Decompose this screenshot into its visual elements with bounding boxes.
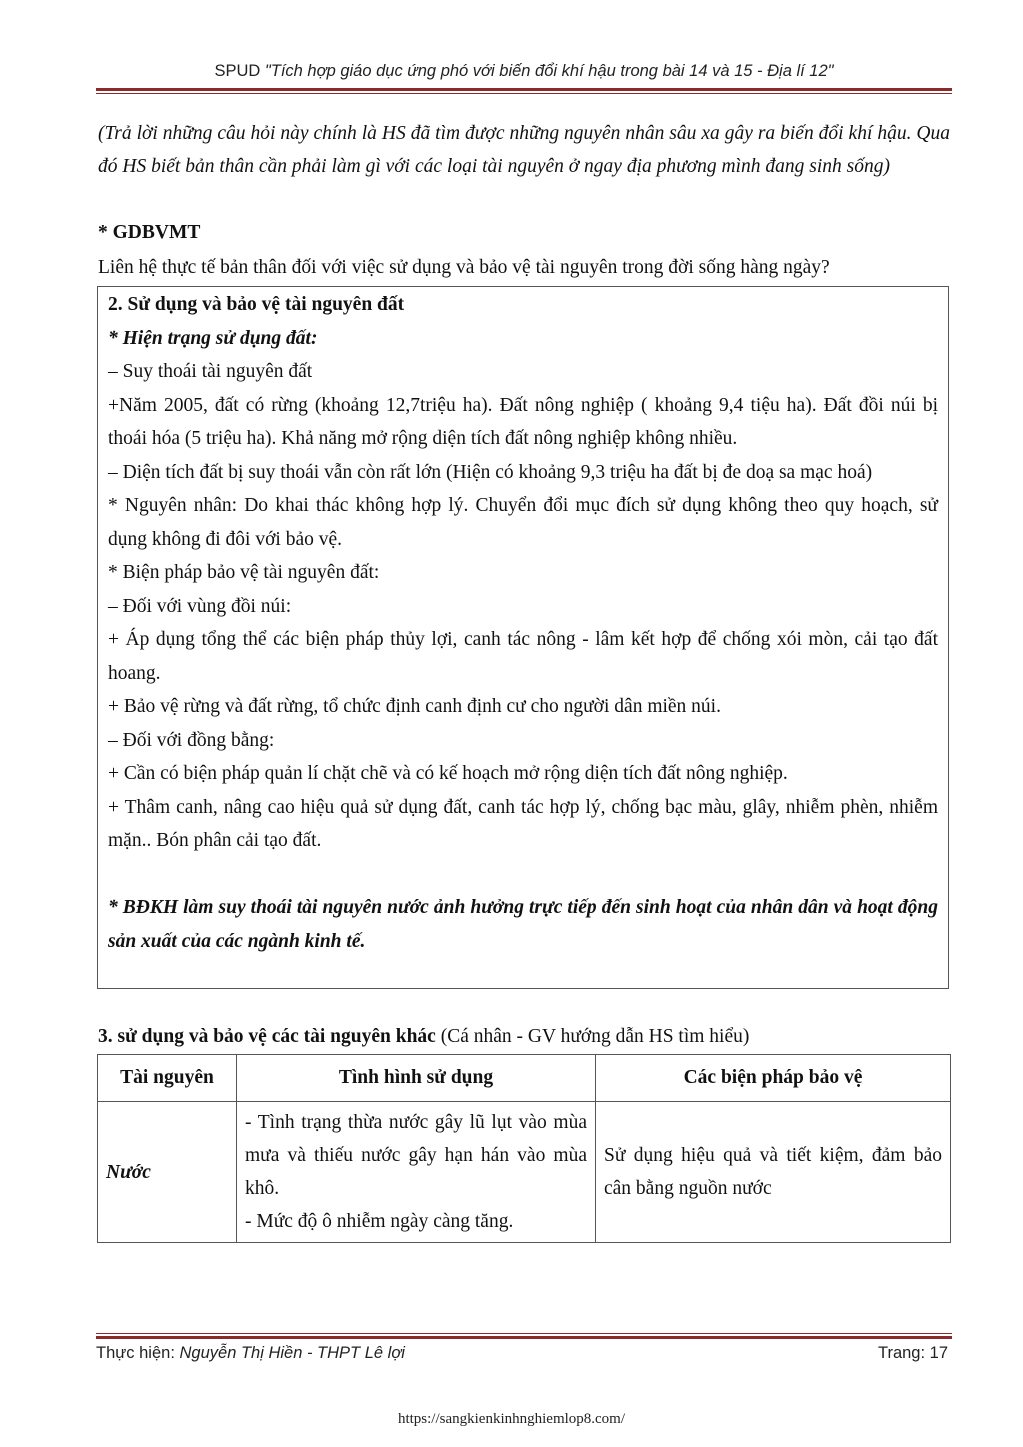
box-line-8: + Bảo vệ rừng và đất rừng, tổ chức định canh định cư cho người dân miền núi.: [108, 696, 721, 717]
cell-resource: Nước: [98, 1102, 237, 1243]
header-usage: Tình hình sử dụng: [237, 1055, 596, 1102]
section3-title-bold: 3. sử dụng và bảo vệ các tài nguyên khác: [98, 1026, 436, 1047]
footer-rule: [96, 1333, 952, 1339]
box-subtitle: * Hiện trạng sử dụng đất:: [108, 327, 318, 349]
section3-title-rest: (Cá nhân - GV hướng dẫn HS tìm hiểu): [435, 1026, 750, 1047]
header-rule: [96, 88, 952, 94]
footer-label: Thực hiện:: [96, 1344, 180, 1362]
page-number: Trang: 17: [877, 1344, 948, 1362]
box-line-5: * Biện pháp bảo vệ tài nguyên đất:: [108, 562, 380, 583]
gdbvmt-heading: * GDBVMT: [98, 222, 201, 243]
usage-line-2: - Mức độ ô nhiễm ngày càng tăng.: [245, 1211, 514, 1232]
usage-line-1: - Tình trạng thừa nước gây lũ lụt vào mùa mưa và thiếu nước gây hạn hán vào mùa khô.: [245, 1112, 587, 1199]
section3-title: [98, 1020, 950, 1053]
page-footer: [96, 1344, 952, 1363]
box-line-6: – Đối với vùng đồi núi:: [108, 595, 292, 617]
gdbvmt-question: Liên hệ thực tế bản thân đối với việc sử dụng và bảo vệ tài nguyên trong đời sống hàng ngày?: [98, 257, 830, 278]
box-line-9: – Đối với đồng bằng:: [108, 729, 275, 751]
header-prefix: SPUD: [214, 62, 265, 80]
header-title: "Tích hợp giáo dục ứng phó với biến đổi khí hậu trong bài 14 và 15 - Địa lí 12": [264, 62, 834, 80]
box-line-3: – Diện tích đất bị suy thoái vẫn còn rất lớn (Hiện có khoảng 9,3 triệu ha đất bị đe doạ sa mạc hoá): [108, 461, 873, 483]
box-line-11: + Thâm canh, nâng cao hiệu quả sử dụng đất, canh tác hợp lý, chống bạc màu, glây, nhiễm phèn, nhiễm mặn.. Bón phân cải tạo đất.: [108, 796, 938, 851]
table-header-row: [98, 1055, 951, 1102]
intro-note: (Trả lời những câu hỏi này chính là HS đã tìm được những nguyên nhân sâu xa gây ra biến đổi khí hậu. Qua đó HS biết bản thân cần phải làm gì với các loại tài nguyên ở ngay địa phương mình đang sinh sống): [98, 123, 950, 177]
box-line-2: +Năm 2005, đất có rừng (khoảng 12,7triệu ha). Đất nông nghiệp ( khoảng 9,4 tiệu ha). Đất đồi núi bị thoái hóa (5 triệu ha). Khả năng mở rộng diện tích đất nông nghiệp không nhiều.: [108, 394, 938, 449]
header-resource: Tài nguyên: [98, 1055, 237, 1102]
cell-usage: [237, 1102, 596, 1243]
table-row: [98, 1102, 951, 1243]
box-line-1: – Suy thoái tài nguyên đất: [108, 361, 313, 382]
box-bdkh-note: * BĐKH làm suy thoái tài nguyên nước ảnh hưởng trực tiếp đến sinh hoạt của nhân dân và hoạt động sản xuất của các ngành kinh tế.: [108, 897, 938, 952]
resource-table: [97, 1054, 951, 1243]
page-header: [96, 62, 952, 81]
footer-author: Nguyễn Thị Hiền - THPT Lê lợi: [179, 1344, 405, 1362]
box-title: 2. Sử dụng và bảo vệ tài nguyên đất: [108, 294, 405, 315]
land-resource-box: [97, 286, 949, 989]
box-line-10: + Cần có biện pháp quản lí chặt chẽ và có kế hoạch mở rộng diện tích đất nông nghiệp.: [108, 763, 788, 784]
header-protection: Các biện pháp bảo vệ: [596, 1055, 951, 1102]
box-line-7: + Áp dụng tổng thể các biện pháp thủy lợi, canh tác nông - lâm kết hợp để chống xói mòn, cải tạo đất hoang.: [108, 629, 938, 684]
box-line-4: * Nguyên nhân: Do khai thác không hợp lý. Chuyển đổi mục đích sử dụng không theo quy hoạch, sử dụng không đi đôi với bảo vệ.: [108, 495, 938, 550]
source-url: https://sangkienkinhnghiemlop8.com/: [397, 1411, 626, 1427]
cell-protection: Sử dụng hiệu quả và tiết kiệm, đảm bảo cân bằng nguồn nước: [596, 1102, 951, 1243]
